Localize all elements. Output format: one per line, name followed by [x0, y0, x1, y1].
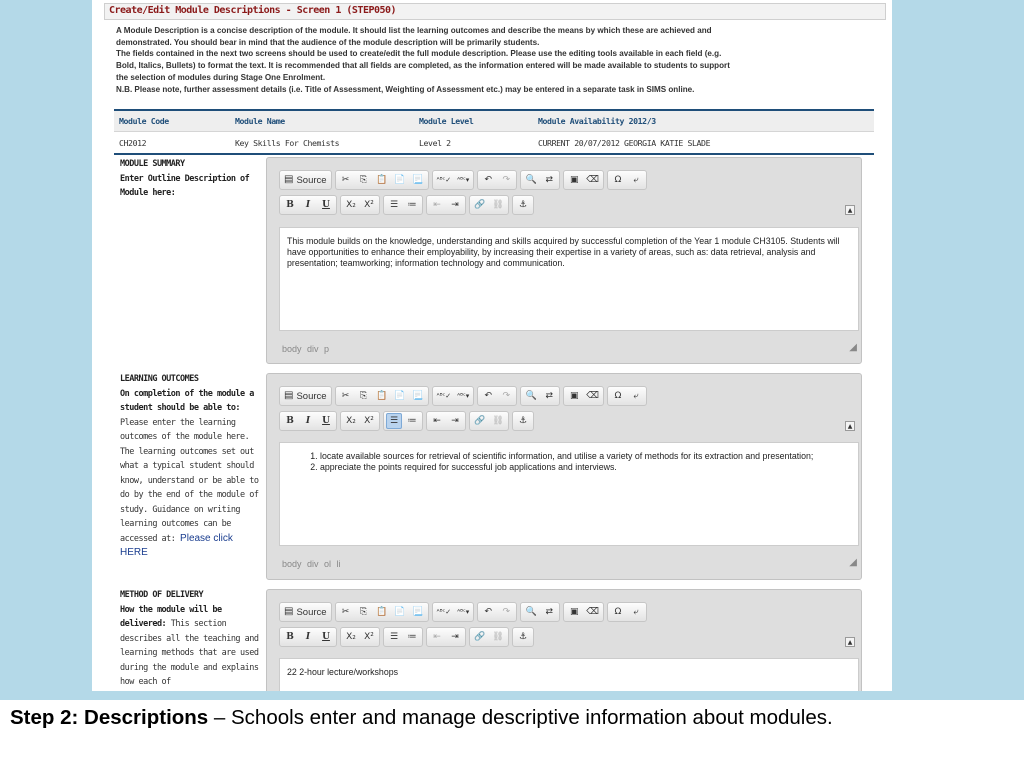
guidance-link[interactable]: Please click HERE: [120, 532, 233, 558]
list-item: 1. locate available sources for retrieval of scientific information, and utilise a variety of methods for its extraction and presentation;: [320, 451, 851, 462]
editor-toolbar-top: [279, 170, 647, 190]
copy-icon[interactable]: ⎘: [359, 391, 368, 401]
paste-word-icon[interactable]: 📃: [411, 607, 424, 617]
toolbar-group-list: [383, 411, 423, 431]
toolbar-group-insert: [607, 602, 647, 622]
intro-line: The fields contained in the next two screens should be used to create/edit the full module description. Please use the editing tools available in each field (e.g.: [116, 49, 722, 59]
anchor-icon[interactable]: ⚓: [518, 200, 528, 210]
indent-icon[interactable]: ⇥: [451, 632, 459, 642]
paste-icon[interactable]: 📋: [375, 607, 388, 617]
method-of-delivery-editor: [266, 589, 862, 691]
superscript-button[interactable]: X²: [364, 632, 374, 642]
italic-button[interactable]: I: [305, 200, 311, 210]
anchor-icon[interactable]: ⚓: [518, 416, 528, 426]
redo-icon[interactable]: ↷: [502, 175, 510, 185]
unlink-icon[interactable]: ⛓: [492, 416, 504, 426]
paste-word-icon[interactable]: 📃: [411, 391, 424, 401]
underline-button[interactable]: U: [322, 632, 330, 642]
toolbar-group-script: [340, 411, 380, 431]
section-prompt-bold: How the module will be delivered:: [120, 604, 222, 629]
intro-line: Bold, Italics, Bullets) to format the text. It is recommended that all fields are completed, as the information entered will be made available to students to support: [116, 61, 730, 71]
source-button[interactable]: [282, 388, 329, 404]
toolbar-group-link: [469, 627, 509, 647]
paste-text-icon[interactable]: 📄: [393, 607, 406, 617]
toolbar-group-find: [520, 170, 560, 190]
spellcheck-dropdown-icon[interactable]: ᴬᴮᶜ▾: [457, 176, 470, 184]
method-of-delivery-text: 22 2-hour lecture/workshops: [287, 667, 398, 677]
source-label: Source: [296, 174, 327, 186]
bold-button[interactable]: B: [286, 416, 294, 426]
bullet-list-icon[interactable]: ≔: [407, 632, 417, 642]
toolbar-group-select: [563, 386, 604, 406]
find-icon[interactable]: 🔍: [525, 607, 537, 617]
section-title: MODULE SUMMARY: [120, 159, 185, 169]
toolbar-group-anchor: [512, 627, 534, 647]
bullet-list-icon[interactable]: ≔: [407, 416, 417, 426]
subscript-button[interactable]: X₂: [346, 200, 356, 210]
paste-icon[interactable]: 📋: [375, 175, 388, 185]
paste-text-icon[interactable]: 📄: [393, 391, 406, 401]
outdent-icon[interactable]: ⇤: [433, 200, 441, 210]
toolbar-group-clipboard: [335, 170, 429, 190]
toolbar-group-list: [383, 195, 423, 215]
caption-bold: Step 2: Descriptions: [10, 706, 209, 729]
editor-toolbar-bottom: [279, 411, 534, 431]
module-code-value: CH2012: [119, 138, 147, 148]
toolbar-group-indent: [426, 627, 466, 647]
method-of-delivery-label: [120, 588, 260, 690]
module-level-value: Level 2: [419, 138, 451, 148]
source-button[interactable]: [282, 604, 329, 620]
toolbar-group-indent: [426, 195, 466, 215]
copy-icon[interactable]: ⎘: [359, 175, 368, 185]
spellcheck-dropdown-icon[interactable]: ᴬᴮᶜ▾: [457, 392, 470, 400]
resize-handle-icon[interactable]: ◢: [849, 557, 857, 568]
toolbar-group-link: [469, 195, 509, 215]
module-summary-editor: [266, 157, 862, 364]
unlink-icon[interactable]: ⛓: [492, 632, 504, 642]
special-char-icon[interactable]: Ω: [614, 607, 622, 617]
page-break-icon[interactable]: ⤶: [633, 391, 639, 401]
section-prompt-bold: On completion of the module a student should be able to:: [120, 388, 254, 413]
paste-word-icon[interactable]: 📃: [411, 175, 424, 185]
select-all-icon[interactable]: ▣: [569, 607, 579, 617]
underline-button[interactable]: U: [322, 416, 330, 426]
collapse-toolbar-button[interactable]: ▲: [845, 205, 855, 215]
numbered-list-icon[interactable]: ☰: [389, 632, 399, 642]
toolbar-group-anchor: [512, 195, 534, 215]
toolbar-group-insert: [607, 170, 647, 190]
select-all-icon[interactable]: ▣: [569, 175, 579, 185]
toolbar-group-spell: [432, 170, 475, 190]
toolbar-group-style: [279, 411, 337, 431]
bold-button[interactable]: B: [286, 200, 294, 210]
method-of-delivery-textarea[interactable]: [279, 658, 859, 691]
subscript-button[interactable]: X₂: [346, 416, 356, 426]
toolbar-group-select: [563, 170, 604, 190]
section-prompt-rest: This section describes all the teaching and learning methods that are used during the module and explains how each of: [120, 619, 259, 687]
intro-line: demonstrated. You should bear in mind that the audience of the module description will be primarily students.: [116, 37, 540, 47]
unlink-icon[interactable]: ⛓: [492, 200, 504, 210]
toolbar-group-style: [279, 195, 337, 215]
numbered-list-icon[interactable]: ☰: [389, 200, 399, 210]
toolbar-group-undo: [477, 386, 517, 406]
intro-line: the selection of modules during Stage One Enrolment.: [116, 72, 326, 82]
screenshot-panel: [92, 0, 892, 691]
undo-icon[interactable]: ↶: [484, 175, 492, 185]
toolbar-group-find: [520, 602, 560, 622]
col-header-module-level: Module Level: [419, 116, 474, 126]
col-header-module-name: Module Name: [235, 116, 285, 126]
toolbar-group-clipboard: [335, 386, 429, 406]
col-header-module-availability: Module Availability 2012/3: [538, 116, 656, 126]
replace-icon[interactable]: ⇄: [545, 391, 553, 401]
spellcheck-icon[interactable]: ᴬᴮᶜ✓: [436, 392, 452, 400]
learning-outcomes-textarea[interactable]: [279, 442, 859, 546]
subscript-button[interactable]: X₂: [346, 632, 356, 642]
source-icon: ▤: [284, 390, 294, 401]
page-title: Create/Edit Module Descriptions - Screen 1 (STEP050): [109, 5, 397, 16]
cut-icon[interactable]: ✂: [341, 391, 350, 401]
resize-handle-icon[interactable]: ◢: [849, 342, 857, 353]
remove-format-icon[interactable]: ⌫: [586, 607, 599, 617]
spellcheck-icon[interactable]: ᴬᴮᶜ✓: [436, 608, 452, 616]
editor-toolbar-bottom: [279, 627, 534, 647]
section-prompt-rest: Please enter the learning outcomes of the module here. The learning outcomes set out what a typical student should know, understand or be able to do by the end of the module of study. Guidance on writing learning outcomes can be accessed at:: [120, 417, 259, 544]
toolbar-group-source: [279, 170, 332, 190]
indent-icon[interactable]: ⇥: [451, 416, 459, 426]
collapse-toolbar-button[interactable]: ▲: [845, 637, 855, 647]
toolbar-group-link: [469, 411, 509, 431]
module-info-table: [114, 109, 874, 154]
cut-icon[interactable]: ✂: [341, 175, 350, 185]
editor-toolbar-top: [279, 602, 647, 622]
underline-button[interactable]: U: [322, 200, 330, 210]
toolbar-group-source: [279, 386, 332, 406]
source-label: Source: [296, 606, 327, 618]
caption-rest: – Schools enter and manage descriptive information about modules.: [208, 706, 833, 729]
module-summary-textarea[interactable]: [279, 227, 859, 331]
collapse-toolbar-button[interactable]: ▲: [845, 421, 855, 431]
element-path: body div p: [282, 344, 330, 354]
section-title: METHOD OF DELIVERY: [120, 590, 204, 600]
replace-icon[interactable]: ⇄: [545, 175, 553, 185]
col-header-module-code: Module Code: [119, 116, 169, 126]
find-icon[interactable]: 🔍: [525, 175, 537, 185]
element-path: body div ol li: [282, 559, 341, 569]
special-char-icon[interactable]: Ω: [614, 391, 622, 401]
source-icon: ▤: [284, 174, 294, 185]
redo-icon[interactable]: ↷: [502, 391, 510, 401]
learning-outcomes-label: [120, 372, 260, 561]
paste-icon[interactable]: 📋: [375, 391, 388, 401]
toolbar-group-style: [279, 627, 337, 647]
undo-icon[interactable]: ↶: [484, 391, 492, 401]
toolbar-group-undo: [477, 170, 517, 190]
special-char-icon[interactable]: Ω: [614, 175, 622, 185]
italic-button[interactable]: I: [305, 416, 311, 426]
editor-toolbar-top: [279, 386, 647, 406]
spellcheck-dropdown-icon[interactable]: ᴬᴮᶜ▾: [457, 608, 470, 616]
indent-icon[interactable]: ⇥: [451, 200, 459, 210]
toolbar-group-insert: [607, 386, 647, 406]
module-name-value: Key Skills For Chemists: [235, 138, 340, 148]
toolbar-group-script: [340, 627, 380, 647]
toolbar-group-script: [340, 195, 380, 215]
editor-toolbar-bottom: [279, 195, 534, 215]
page-header: [104, 3, 886, 20]
remove-format-icon[interactable]: ⌫: [586, 391, 599, 401]
outdent-icon[interactable]: ⇤: [433, 632, 441, 642]
toolbar-group-indent: [426, 411, 466, 431]
page-break-icon[interactable]: ⤶: [633, 607, 639, 617]
bullet-list-icon[interactable]: ≔: [407, 200, 417, 210]
module-info-value-row: [114, 133, 874, 155]
slide-caption: [10, 706, 833, 730]
undo-icon[interactable]: ↶: [484, 607, 492, 617]
toolbar-group-anchor: [512, 411, 534, 431]
bold-button[interactable]: B: [286, 632, 294, 642]
toolbar-group-undo: [477, 602, 517, 622]
remove-format-icon[interactable]: ⌫: [586, 175, 599, 185]
module-info-header-row: [114, 111, 874, 132]
find-icon[interactable]: 🔍: [525, 391, 537, 401]
toolbar-group-source: [279, 602, 332, 622]
italic-button[interactable]: I: [305, 632, 311, 642]
source-button[interactable]: [282, 172, 329, 188]
toolbar-group-spell: [432, 602, 475, 622]
superscript-button[interactable]: X²: [364, 200, 374, 210]
section-prompt: Enter Outline Description of Module here:: [120, 173, 250, 198]
link-icon[interactable]: 🔗: [474, 416, 486, 426]
toolbar-group-select: [563, 602, 604, 622]
source-icon: ▤: [284, 606, 294, 617]
list-item: 2. appreciate the points required for successful job applications and interviews.: [320, 462, 851, 473]
intro-line: A Module Description is a concise description of the module. It should list the learning outcomes and describe the means by which these are achieved and: [116, 26, 712, 35]
spellcheck-icon[interactable]: ᴬᴮᶜ✓: [436, 176, 452, 184]
toolbar-group-find: [520, 386, 560, 406]
anchor-icon[interactable]: ⚓: [518, 632, 528, 642]
learning-outcomes-list: [287, 451, 851, 473]
intro-line: N.B. Please note, further assessment details (i.e. Title of Assessment, Weighting of Assessment etc.) may be entered in a separate task in SIMS online.: [116, 84, 695, 94]
paste-text-icon[interactable]: 📄: [393, 175, 406, 185]
toolbar-group-clipboard: [335, 602, 429, 622]
section-title: LEARNING OUTCOMES: [120, 374, 199, 384]
cut-icon[interactable]: ✂: [341, 607, 350, 617]
link-icon[interactable]: 🔗: [474, 632, 486, 642]
copy-icon[interactable]: ⎘: [359, 607, 368, 617]
module-summary-label: [120, 157, 260, 201]
numbered-list-icon[interactable]: ☰: [386, 413, 402, 429]
link-icon[interactable]: 🔗: [474, 200, 486, 210]
toolbar-group-spell: [432, 386, 475, 406]
select-all-icon[interactable]: ▣: [569, 391, 579, 401]
page-break-icon[interactable]: ⤶: [633, 175, 639, 185]
source-label: Source: [296, 390, 327, 402]
module-summary-text: This module builds on the knowledge, understanding and skills acquired by successful completion of the Year 1 module CH3105. Students will have opportunities to enhance their employability, by increasing their expertise in a variety of areas, such as: data retrieval, analysis and presentation; teamworking; information technology and communication.: [287, 236, 840, 268]
module-availability-value: CURRENT 20/07/2012 GEORGIA KATIE SLADE: [538, 138, 711, 148]
learning-outcomes-editor: [266, 373, 862, 580]
intro-text: [116, 25, 871, 95]
superscript-button[interactable]: X²: [364, 416, 374, 426]
redo-icon[interactable]: ↷: [502, 607, 510, 617]
replace-icon[interactable]: ⇄: [545, 607, 553, 617]
toolbar-group-list: [383, 627, 423, 647]
outdent-icon[interactable]: ⇤: [433, 416, 441, 426]
